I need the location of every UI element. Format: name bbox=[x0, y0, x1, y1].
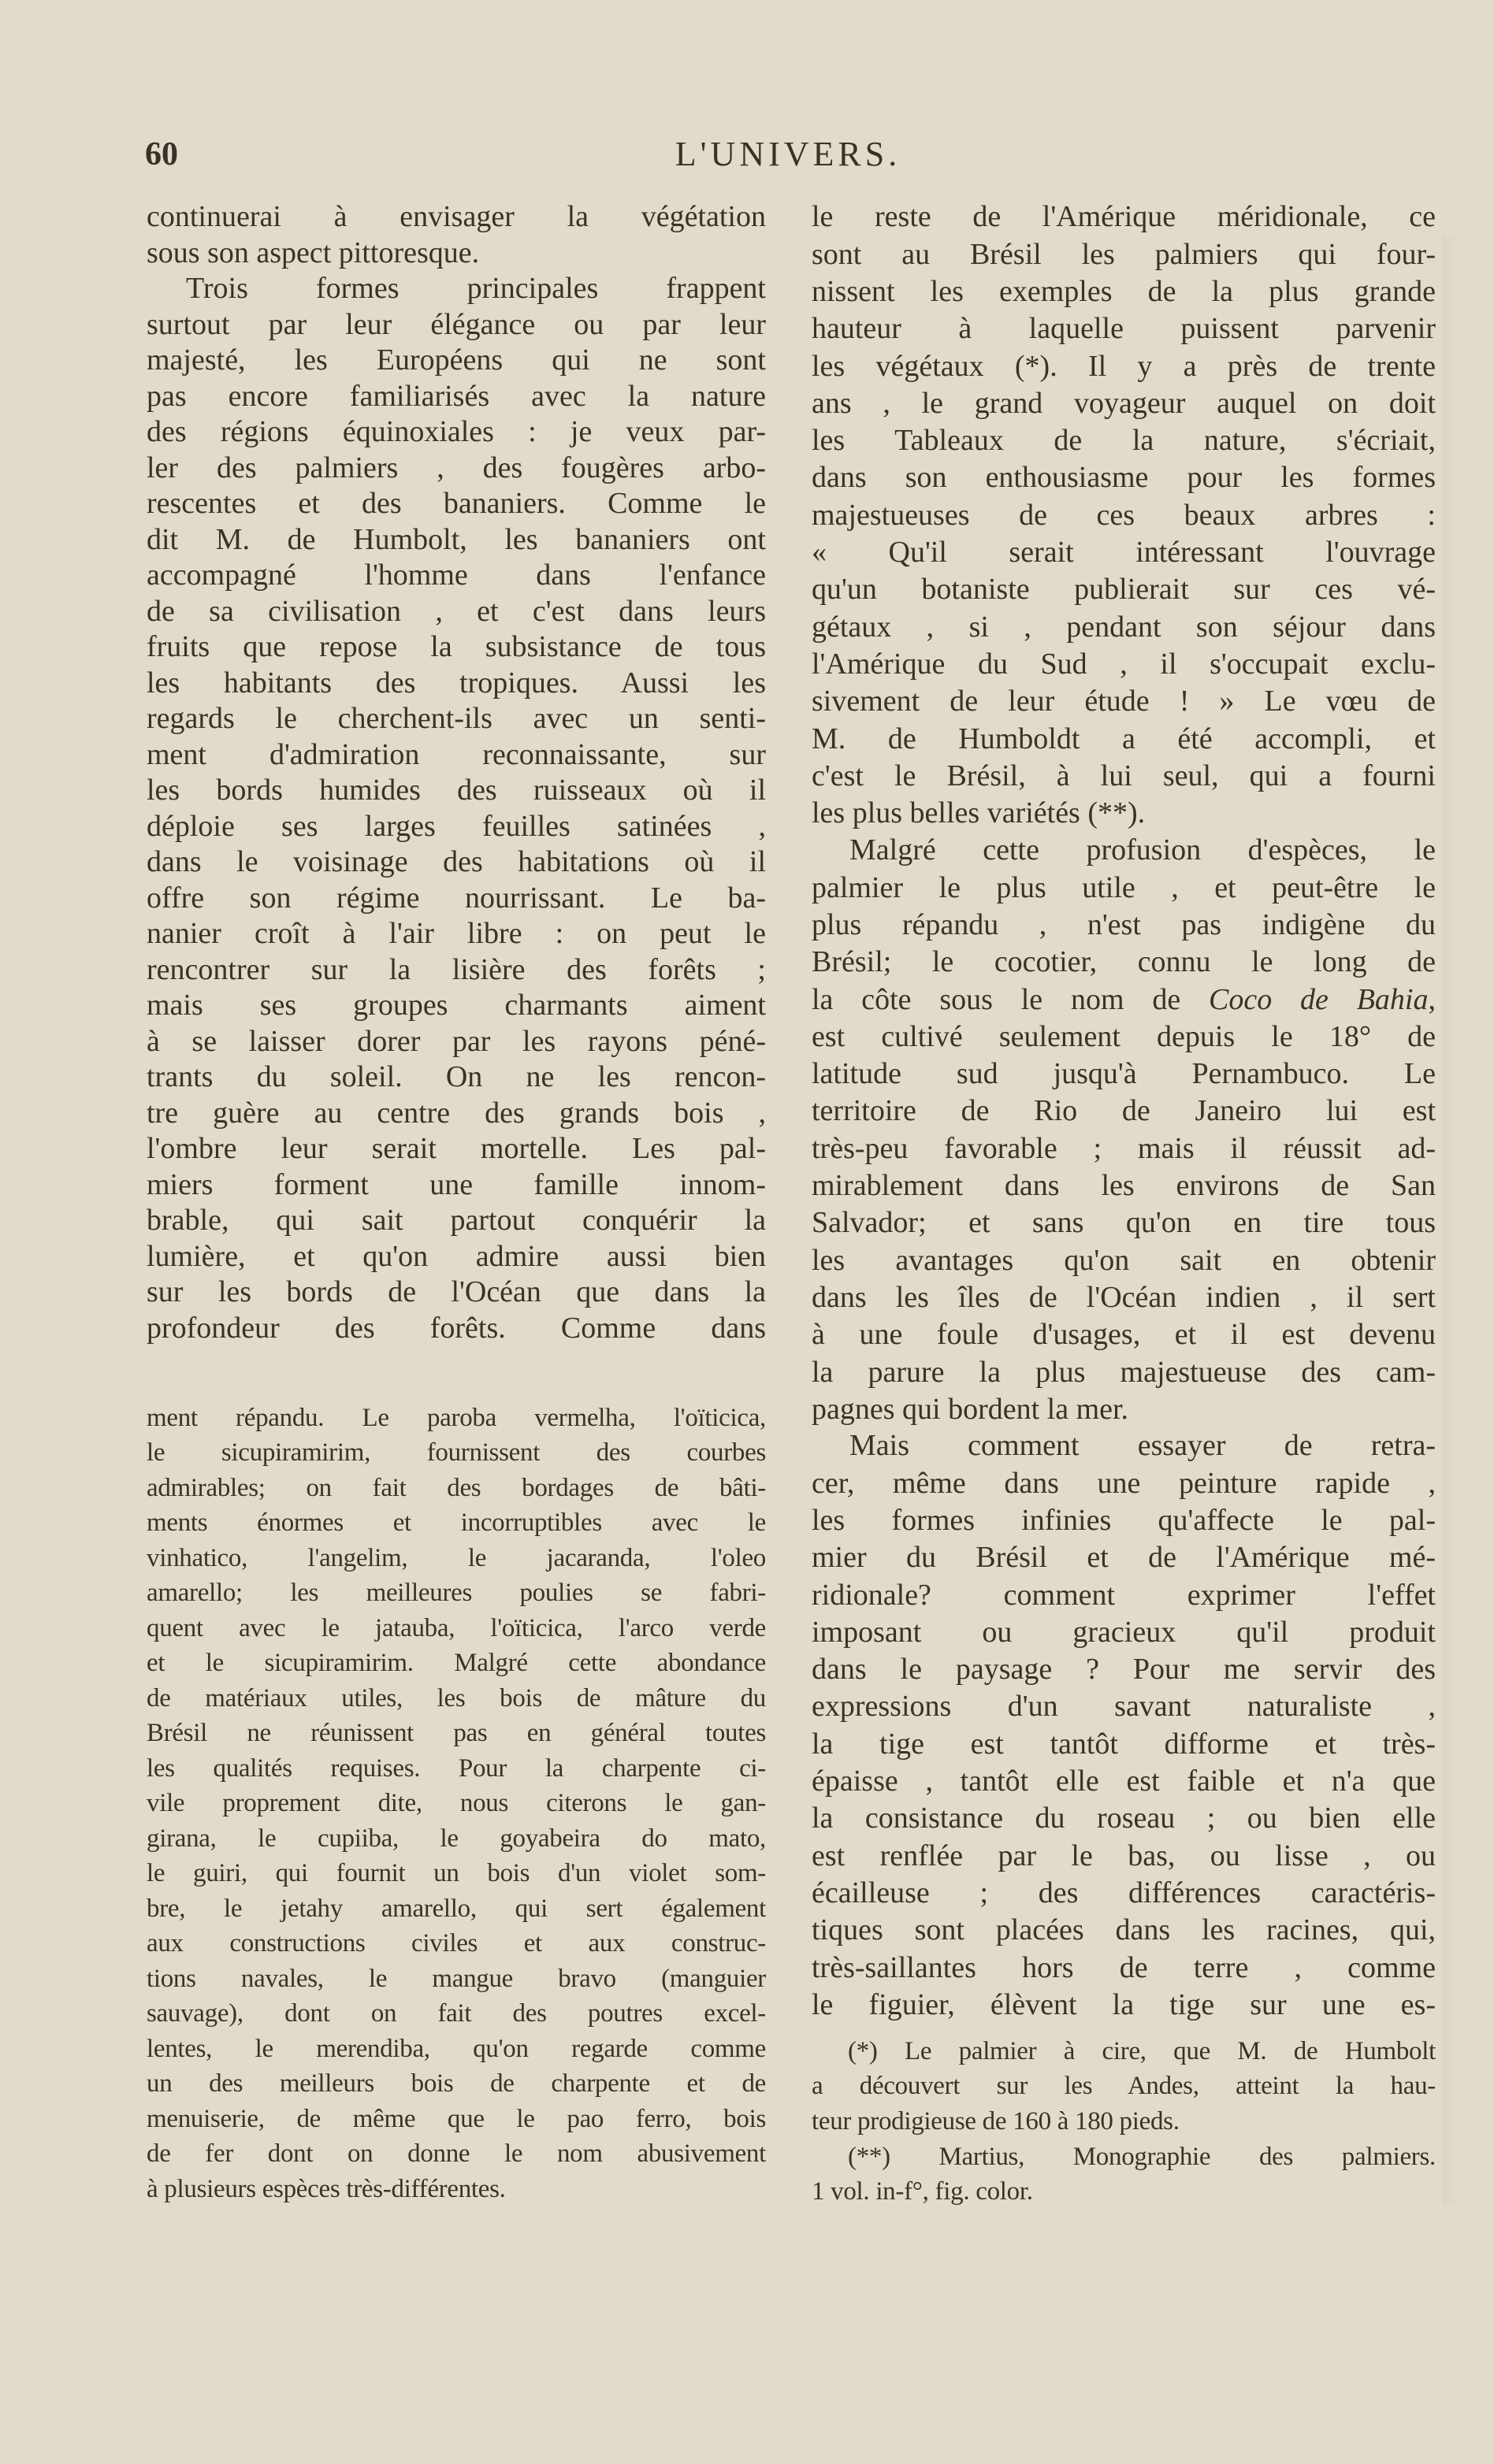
text-line: de sa civilisation , et c'est dans leurs bbox=[147, 594, 766, 628]
text-line: des régions équinoxiales : je veux par- bbox=[147, 415, 766, 449]
text-line: tre guère au centre des grands bois , bbox=[147, 1096, 766, 1130]
text-line: (**) Martius, Monographie des palmiers. bbox=[848, 2142, 1436, 2171]
text-line: regards le cherchent-ils avec un senti- bbox=[147, 702, 766, 736]
text-line: Salvador; et sans qu'on en tire tous bbox=[812, 1206, 1436, 1240]
text-line: gétaux , si , pendant son séjour dans bbox=[812, 610, 1436, 644]
text-line: très-peu favorable ; mais il réussit ad- bbox=[812, 1131, 1436, 1165]
text-line: dans le paysage ? Pour me servir des bbox=[812, 1653, 1436, 1687]
text-line: majesté, les Européens qui ne sont bbox=[147, 343, 766, 377]
text-line: ments énormes et incorruptibles avec le bbox=[147, 1508, 766, 1538]
text-line: Brésil ne réunissent pas en général toutes bbox=[147, 1719, 766, 1748]
text-line: imposant ou gracieux qu'il produit bbox=[812, 1615, 1436, 1649]
text-line: ridionale? comment exprimer l'effet bbox=[812, 1578, 1436, 1612]
text-line bbox=[812, 982, 1436, 1019]
text-line: la consistance du roseau ; ou bien elle bbox=[812, 1802, 1436, 1835]
text-line: le figuier, élèvent la tige sur une es- bbox=[812, 1987, 1436, 2021]
text-line: c'est le Brésil, à lui seul, qui a fourni bbox=[812, 759, 1436, 792]
text-line: palmier le plus utile , et peut-être le bbox=[812, 870, 1436, 904]
text-line: la tige est tantôt difforme et très- bbox=[812, 1727, 1436, 1761]
text-line: pagnes qui bordent la mer. bbox=[812, 1392, 1129, 1426]
text-line: ment répandu. Le paroba vermelha, l'oïticica, bbox=[147, 1403, 766, 1432]
text-line: expressions d'un savant naturaliste , bbox=[812, 1690, 1436, 1724]
text-line: nanier croît à l'air libre : on peut le bbox=[147, 917, 766, 951]
text-line: M. de Humboldt a été accompli, et bbox=[812, 722, 1436, 755]
text-line: épaisse , tantôt elle est faible et n'a que bbox=[812, 1765, 1436, 1798]
text-line: brable, qui sait partout conquérir la bbox=[147, 1204, 766, 1238]
text-line: a découvert sur les Andes, atteint la hau- bbox=[812, 2072, 1436, 2101]
page-number: 60 bbox=[145, 136, 178, 173]
text-line: le guiri, qui fournit un bois d'un violet som- bbox=[147, 1859, 766, 1888]
page-shading bbox=[1442, 236, 1458, 2206]
text-line: Mais comment essayer de retra- bbox=[849, 1429, 1436, 1463]
text-line: menuiserie, de même que le pao ferro, bois bbox=[147, 2104, 766, 2133]
text-line: Malgré cette profusion d'espèces, le bbox=[849, 833, 1436, 867]
text-line: à plusieurs espèces très-différentes. bbox=[147, 2174, 506, 2203]
text-line: 1 vol. in-f°, fig. color. bbox=[812, 2177, 1033, 2206]
text-line: miers forment une famille innom- bbox=[147, 1167, 766, 1201]
text-line: territoire de Rio de Janeiro lui est bbox=[812, 1094, 1436, 1128]
text-line: continuerai à envisager la végétation bbox=[147, 200, 766, 234]
text-line: mirablement dans les environs de San bbox=[812, 1169, 1436, 1203]
text-line: tiques sont placées dans les racines, qui, bbox=[812, 1913, 1436, 1947]
text-line: offre son régime nourrissant. Le ba- bbox=[147, 881, 766, 915]
text-line: rescentes et des bananiers. Comme le bbox=[147, 487, 766, 521]
text-line: de matériaux utiles, les bois de mâture du bbox=[147, 1683, 766, 1713]
text-line: les qualités requises. Pour la charpente ci- bbox=[147, 1753, 766, 1783]
text-line: amarello; les meilleures poulies se fabri- bbox=[147, 1579, 766, 1608]
text-line: majestueuses de ces beaux arbres : bbox=[812, 498, 1436, 532]
text-line: teur prodigieuse de 160 à 180 pieds. bbox=[812, 2106, 1180, 2136]
text-line: mier du Brésil et de l'Amérique mé- bbox=[812, 1541, 1436, 1575]
text-line: les plus belles variétés (**). bbox=[812, 796, 1146, 830]
text-line: tions navales, le mangue bravo (manguier bbox=[147, 1964, 766, 1993]
text-line: dans les îles de l'Océan indien , il sert bbox=[812, 1280, 1436, 1314]
text-line: plus répandu , n'est pas indigène du bbox=[812, 907, 1436, 941]
text-line: à une foule d'usages, et il est devenu bbox=[812, 1318, 1436, 1352]
text-line: (*) Le palmier à cire, que M. de Humbolt bbox=[848, 2036, 1436, 2065]
text-line: girana, le cupiiba, le goyabeira do mato, bbox=[147, 1824, 766, 1853]
text-line: sivement de leur étude ! » Le vœu de bbox=[812, 685, 1436, 718]
text-line: fruits que repose la subsistance de tous bbox=[147, 630, 766, 664]
text-line: aux constructions civiles et aux construc- bbox=[147, 1929, 766, 1958]
text-line: lentes, le merendiba, qu'on regarde comme bbox=[147, 2034, 766, 2063]
text-line: sous son aspect pittoresque. bbox=[147, 236, 480, 269]
text-line: écailleuse ; des différences caractéris- bbox=[812, 1876, 1436, 1909]
text-line: nissent les exemples de la plus grande bbox=[812, 274, 1436, 308]
text-line: sont au Brésil les palmiers qui four- bbox=[812, 237, 1436, 271]
text-line: « Qu'il serait intéressant l'ouvrage bbox=[812, 536, 1436, 570]
text-line: quent avec le jatauba, l'oïticica, l'arco verde bbox=[147, 1613, 766, 1642]
text-line: lumière, et qu'on admire aussi bien bbox=[147, 1239, 766, 1273]
text-line: accompagné l'homme dans l'enfance bbox=[147, 558, 766, 592]
text-line: latitude sud jusqu'à Pernambuco. Le bbox=[812, 1057, 1436, 1091]
text-line: vinhatico, l'angelim, le jacaranda, l'oleo bbox=[147, 1543, 766, 1572]
text-line: ans , le grand voyageur auquel on doit bbox=[812, 386, 1436, 420]
text-line: Trois formes principales frappent bbox=[186, 272, 766, 306]
text-line: la parure la plus majestueuse des cam- bbox=[812, 1355, 1436, 1389]
text-line: ler des palmiers , des fougères arbo- bbox=[147, 451, 766, 484]
text-line: les végétaux (*). Il y a près de trente bbox=[812, 349, 1436, 383]
text-line: trants du soleil. On ne les rencon- bbox=[147, 1060, 766, 1094]
text-line: l'Amérique du Sud , il s'occupait exclu- bbox=[812, 647, 1436, 681]
text-line: ment d'admiration reconnaissante, sur bbox=[147, 737, 766, 771]
running-title: L'UNIVERS. bbox=[675, 135, 901, 173]
text-line: mais ses groupes charmants aiment bbox=[147, 989, 766, 1022]
text-line: le sicupiramirim, fournissent des courbes bbox=[147, 1438, 766, 1468]
text-line: les bords humides des ruisseaux où il bbox=[147, 774, 766, 807]
text-line: surtout par leur élégance ou par leur bbox=[147, 307, 766, 341]
text-line: cer, même dans une peinture rapide , bbox=[812, 1466, 1436, 1500]
text-segment: , bbox=[1428, 982, 1436, 1016]
text-segment: la côte sous le nom de bbox=[812, 982, 1210, 1016]
text-line: les avantages qu'on sait en obtenir bbox=[812, 1243, 1436, 1277]
text-line: dans son enthousiasme pour les formes bbox=[812, 461, 1436, 495]
text-line: un des meilleurs bois de charpente et de bbox=[147, 2069, 766, 2098]
text-line: les habitants des tropiques. Aussi les bbox=[147, 666, 766, 699]
text-line: sur les bords de l'Océan que dans la bbox=[147, 1275, 766, 1309]
italic-phrase: Coco de Bahia bbox=[1209, 982, 1429, 1016]
text-line: sauvage), dont on fait des poutres excel- bbox=[147, 1999, 766, 2028]
text-line: profondeur des forêts. Comme dans bbox=[147, 1311, 766, 1345]
text-line: déploie ses larges feuilles satinées , bbox=[147, 809, 766, 843]
text-line: hauteur à laquelle puissent parvenir bbox=[812, 312, 1436, 346]
text-line: est renflée par le bas, ou lisse , ou bbox=[812, 1839, 1436, 1872]
text-line: bre, le jetahy amarello, qui sert également bbox=[147, 1894, 766, 1923]
text-line: pas encore familiarisés avec la nature bbox=[147, 379, 766, 413]
text-line: très-saillantes hors de terre , comme bbox=[812, 1950, 1436, 1984]
text-line: admirables; on fait des bordages de bâti- bbox=[147, 1473, 766, 1502]
text-line: l'ombre leur serait mortelle. Les pal- bbox=[147, 1132, 766, 1166]
text-line: Brésil; le cocotier, connu le long de bbox=[812, 945, 1436, 979]
text-line: est cultivé seulement depuis le 18° de bbox=[812, 1019, 1436, 1053]
text-line: les Tableaux de la nature, s'écriait, bbox=[812, 424, 1436, 458]
text-line: qu'un botaniste publierait sur ces vé- bbox=[812, 573, 1436, 607]
text-line: dit M. de Humbolt, les bananiers ont bbox=[147, 522, 766, 556]
text-line: vile proprement dite, nous citerons le gan- bbox=[147, 1789, 766, 1818]
text-line: les formes infinies qu'affecte le pal- bbox=[812, 1503, 1436, 1537]
text-line: à se laisser dorer par les rayons péné- bbox=[147, 1024, 766, 1058]
text-line: dans le voisinage des habitations où il bbox=[147, 845, 766, 879]
text-line: rencontrer sur la lisière des forêts ; bbox=[147, 952, 766, 986]
text-line: de fer dont on donne le nom abusivement bbox=[147, 2139, 766, 2169]
text-line: et le sicupiramirim. Malgré cette abondance bbox=[147, 1649, 766, 1678]
text-line: le reste de l'Amérique méridionale, ce bbox=[812, 200, 1436, 234]
